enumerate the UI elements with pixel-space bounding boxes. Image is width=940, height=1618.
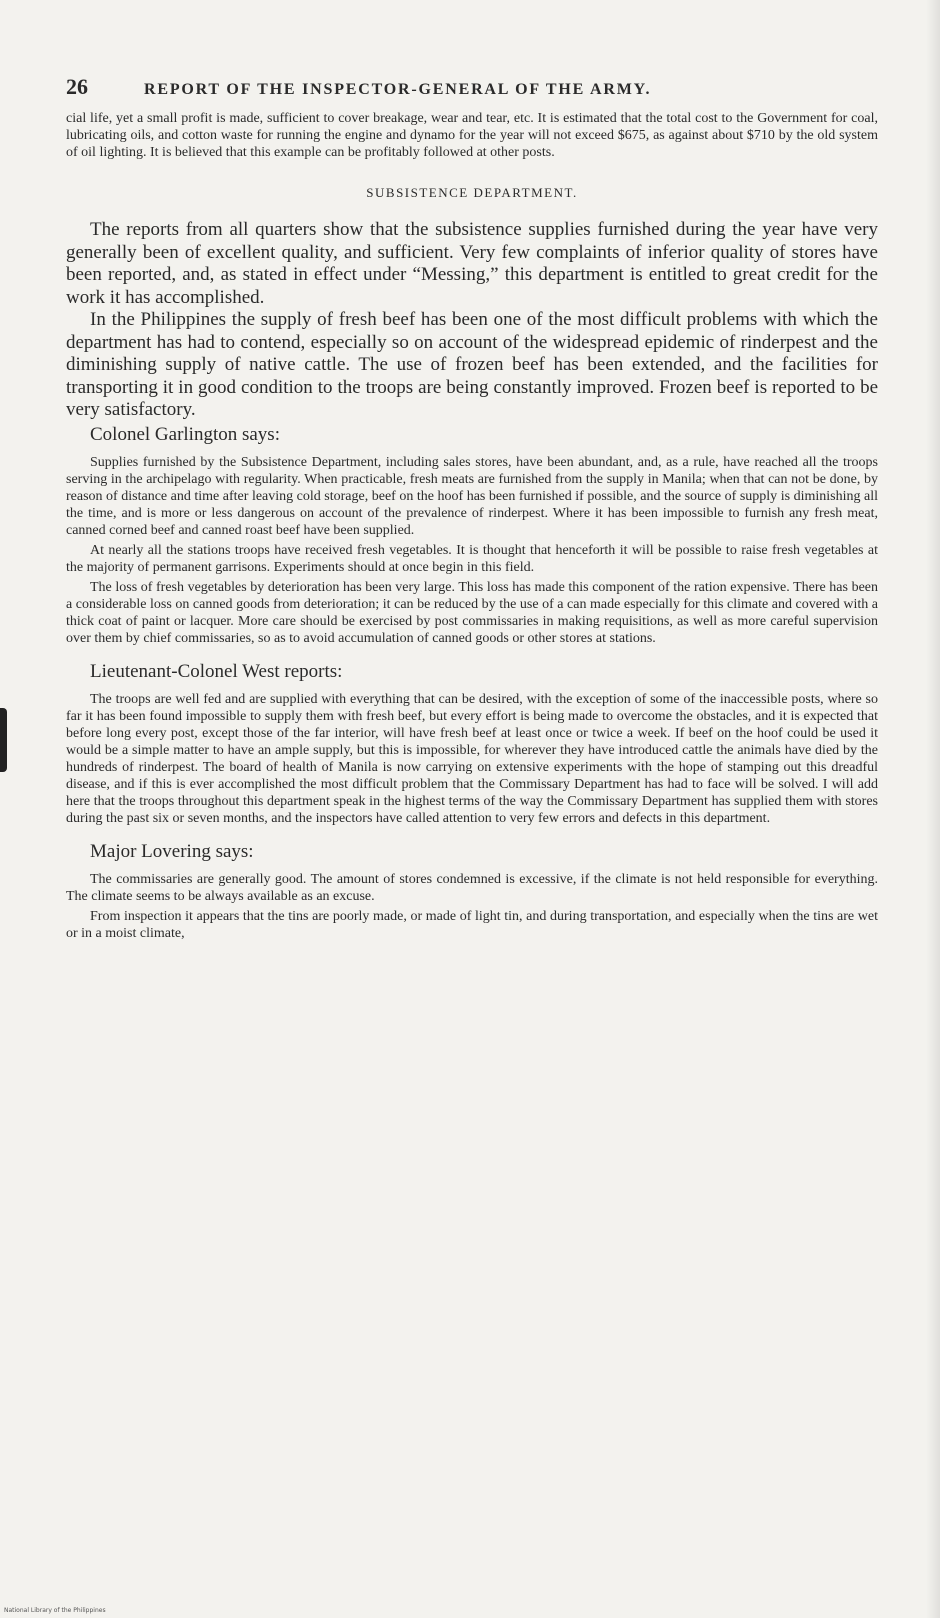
body-paragraph: The reports from all quarters show that the subsistence supplies furnished during the year have very generally been of excellent quality, and sufficient. Very few complaints of inferior quality of stores have been reported, and, as stated in effect under “Messing,” this department is entitled to great credit for the work it has accomplished. [66, 219, 878, 308]
ink-blot [0, 708, 7, 772]
speaker-lovering: Major Lovering says: [90, 840, 254, 862]
section-heading: SUBSISTENCE DEPARTMENT. [366, 185, 578, 200]
speaker-garlington: Colonel Garlington says: [90, 423, 280, 445]
speaker-west: Lieutenant-Colonel West reports: [90, 660, 343, 682]
page-edge-shadow [926, 0, 940, 1618]
quote-paragraph: The loss of fresh vegetables by deterioration has been very large. This loss has made this component of the ration expensive. There has been a considerable loss on canned goods from deterioration; it can be reduced by the use of a can made especially for this climate and covered with a thick coat of paint or lacquer. More care should be exercised by post commissaries in making requisitions, as well as more careful supervision over them by chief commissaries, so as to avoid accumulation of canned goods or other stores at stations. [66, 579, 878, 646]
quote-paragraph: From inspection it appears that the tins are poorly made, or made of light tin, and during transportation, and especially when the tins are wet or in a moist climate, [66, 908, 878, 941]
running-title: REPORT OF THE INSPECTOR-GENERAL OF THE ARMY. [144, 81, 652, 98]
opening-paragraph: cial life, yet a small profit is made, sufficient to cover breakage, wear and tear, etc. It is estimated that the total cost to the Government for coal, lubricating oils, and cotton waste for running the engine and dynamo for the year will not exceed $675, as against about $710 by the old system of oil lighting. It is believed that this example can be profitably followed at other posts. [66, 111, 878, 160]
quote-paragraph: The commissaries are generally good. The amount of stores condemned is excessive, if the climate is not held responsible for everything. The climate seems to be always available as an excuse. [66, 871, 878, 904]
body-paragraph: In the Philippines the supply of fresh beef has been one of the most difficult problems with which the department has had to contend, especially so on account of the widespread epidemic of rinderpest and the diminishing supply of native cattle. The use of frozen beef has been extended, and the facilities for transporting it in good condition to the troops are being constantly improved. Frozen beef is reported to be very satisfactory. [66, 309, 878, 420]
quote-paragraph: At nearly all the stations troops have received fresh vegetables. It is thought that henceforth it will be possible to raise fresh vegetables at the majority of permanent garrisons. Experiments should at once begin in this field. [66, 542, 878, 575]
running-header [66, 74, 878, 110]
library-stamp: National Library of the Philippines [4, 1607, 106, 1614]
page-content [66, 74, 878, 942]
page-number: 26 [66, 74, 88, 99]
quote-paragraph: Supplies furnished by the Subsistence Department, including sales stores, have been abundant, and, as a rule, have reached all the troops serving in the archipelago with regularity. When practicable, fresh meats are furnished from the supply in Manila; when that can not be done, by reason of distance and time after leaving cold storage, beef on the hoof has been furnished if possible, and the source of supply is diminishing all the time, and is more or less dangerous on account of the prevalence of rinderpest. Where it has been impossible to furnish any fresh meat, canned corned beef and canned roast beef have been supplied. [66, 454, 878, 538]
quote-paragraph: The troops are well fed and are supplied with everything that can be desired, with the exception of some of the inaccessible posts, where so far it has been found impossible to supply them with fresh beef, but every effort is being made to overcome the obstacles, and it is expected that before long every post, except those of the far interior, will have fresh beef at least once or twice a week. If beef on the hoof could be used it would be a simple matter to have an ample supply, but this is impossible, for wherever they have introduced cattle the animals have died by the hundreds of rinderpest. The board of health of Manila is now carrying on extensive experiments with the hope of stamping out this dreadful disease, and if this is ever accomplished the most difficult problem that the Commissary Department has had to face will be solved. I will add here that the troops throughout this department speak in the highest terms of the way the Commissary Department has supplied them with stores during the past six or seven months, and the inspectors have called attention to very few errors and defects in this department. [66, 691, 878, 826]
